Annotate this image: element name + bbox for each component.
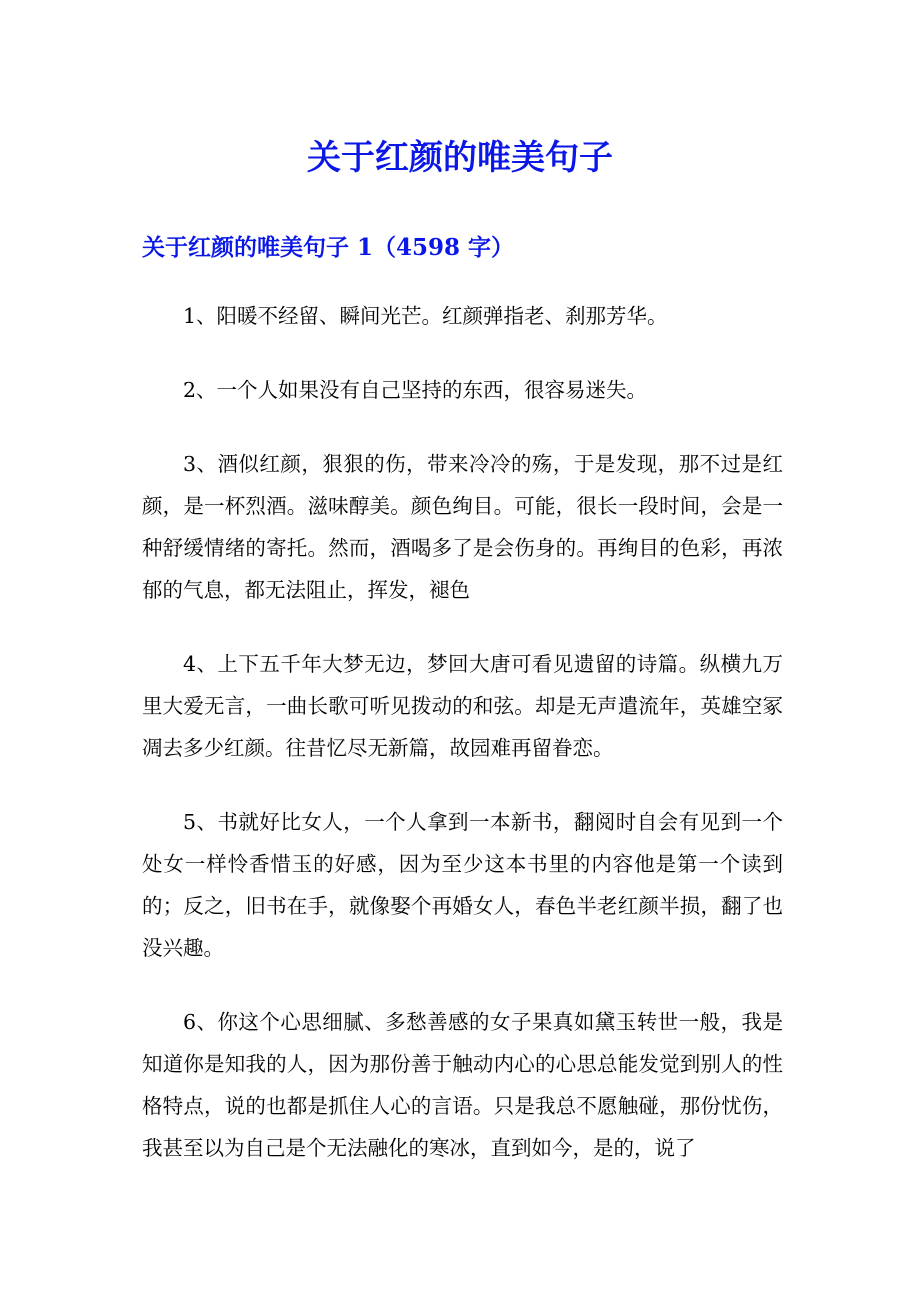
document-title: 关于红颜的唯美句子 — [307, 138, 613, 178]
section-heading: 关于红颜的唯美句子 1（4598 字） — [142, 234, 515, 261]
paragraph-4: 4、上下五千年大梦无边，梦回大唐可看见遗留的诗篇。纵横九万里大爱无言，一曲长歌可听见拨动的和弦。却是无声遣流年，英雄空冢凋去多少红颜。往昔忆尽无新篇，故园难再留眷恋。 — [142, 652, 783, 760]
paragraph-6: 6、你这个心思细腻、多愁善感的女子果真如黛玉转世一般，我是知道你是知我的人，因为那份善于触动内心的心思总能发觉到别人的性格特点，说的也都是抓住人心的言语。只是我总不愿触碰，那份忧伤，我甚至以为自己是个无法融化的寒冰，直到如今，是的，说了 — [142, 1010, 783, 1160]
document-body — [142, 295, 783, 1201]
paragraph-3: 3、酒似红颜，狠狠的伤，带来冷冷的殇，于是发现，那不过是红颜，是一杯烈酒。滋味醇美。颜色绚目。可能，很长一段时间，会是一种舒缓情绪的寄托。然而，酒喝多了是会伤身的。再绚目的色彩，再浓郁的气息，都无法阻止，挥发，褪色 — [142, 452, 783, 602]
paragraph-1: 1、阳暖不经留、瞬间光芒。红颜弹指老、刹那芳华。 — [183, 304, 668, 328]
paragraph-2: 2、一个人如果没有自己坚持的东西，很容易迷失。 — [183, 378, 648, 402]
paragraph-5: 5、书就好比女人，一个人拿到一本新书，翻阅时自会有见到一个处女一样怜香惜玉的好感，因为至少这本书里的内容他是第一个读到的；反之，旧书在手，就像娶个再婚女人，春色半老红颜半损，翻了也没兴趣。 — [142, 810, 783, 960]
